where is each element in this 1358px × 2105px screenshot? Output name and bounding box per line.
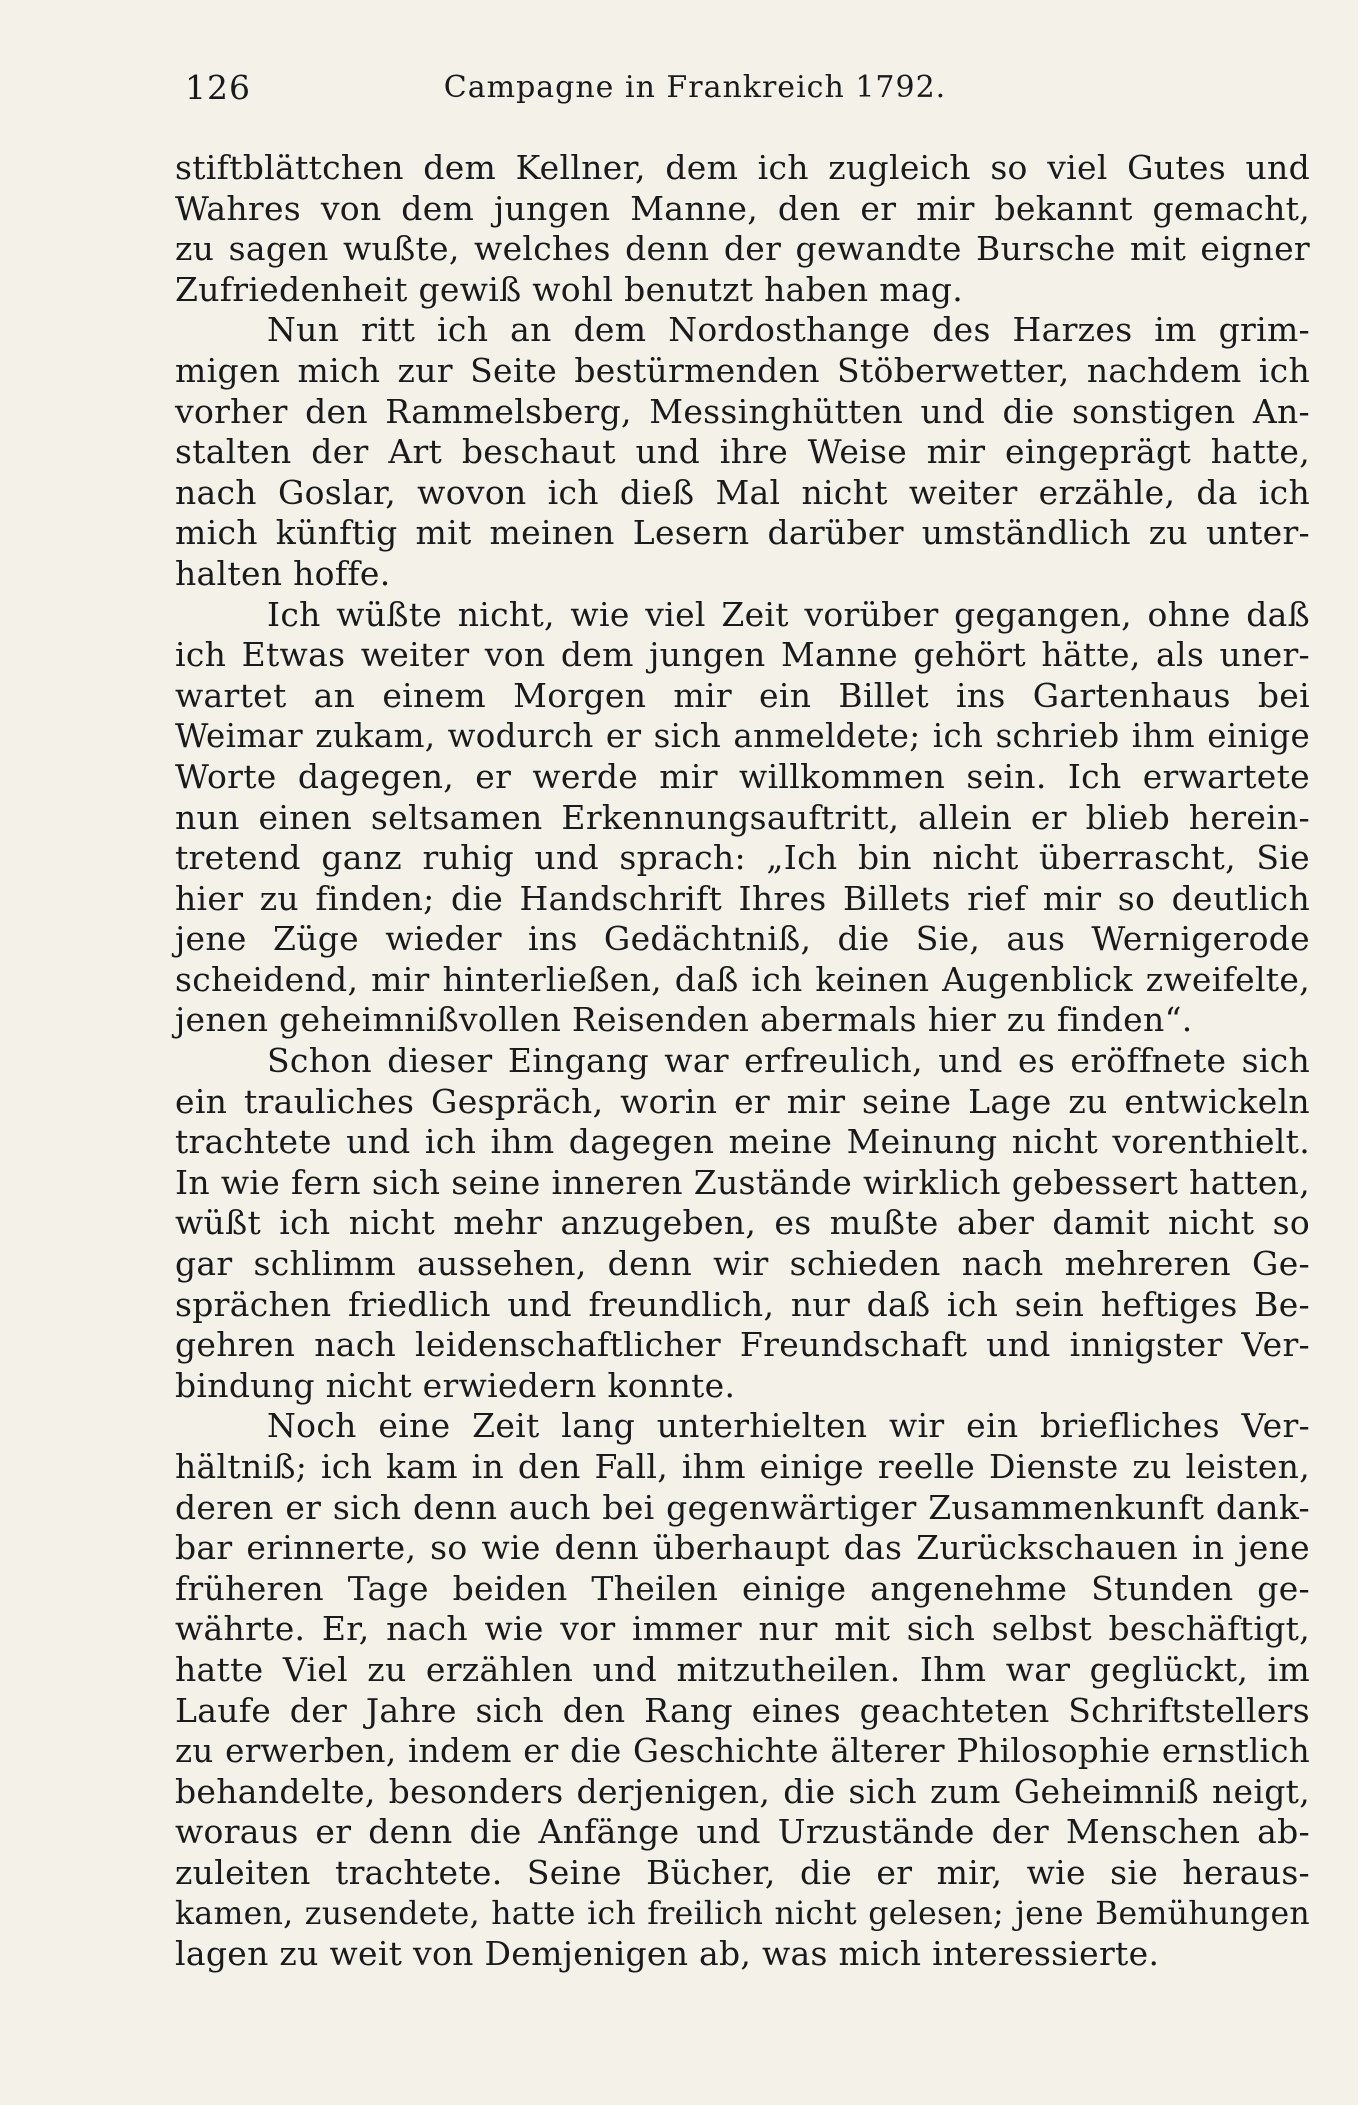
text-line: ich Etwas weiter von dem jungen Manne gehört hätte, als uner- (175, 635, 1310, 675)
text-line: hatte Viel zu erzählen und mitzutheilen. Ihm war geglückt, im (175, 1649, 1310, 1689)
text-line: wartet an einem Morgen mir ein Billet ins Gartenhaus bei (175, 675, 1310, 715)
body-text (175, 148, 1310, 1975)
text-line: Schon dieser Eingang war erfreulich, und es eröffnete sich (267, 1041, 1310, 1081)
text-line: bar erinnerte, so wie denn überhaupt das Zurückschauen in jene (175, 1528, 1310, 1568)
text-line: gehren nach leidenschaftlicher Freundschaft und innigster Ver- (175, 1325, 1310, 1365)
text-line: woraus er denn die Anfänge und Urzustände der Menschen ab- (175, 1812, 1310, 1852)
page-header (185, 62, 1205, 112)
text-line: In wie fern sich seine inneren Zustände wirklich gebessert hatten, (175, 1162, 1310, 1202)
text-line: bindung nicht erwiedern konnte. (175, 1365, 736, 1405)
text-line: lagen zu weit von Demjenigen ab, was mich interessierte. (175, 1934, 1160, 1974)
text-line: Ich wüßte nicht, wie viel Zeit vorüber gegangen, ohne daß (267, 594, 1310, 634)
text-line: sprächen friedlich und freundlich, nur daß ich sein heftiges Be- (175, 1284, 1310, 1324)
text-line: Laufe der Jahre sich den Rang eines geachteten Schriftstellers (175, 1690, 1310, 1730)
text-line: Noch eine Zeit lang unterhielten wir ein briefliches Ver- (267, 1406, 1310, 1446)
text-line: migen mich zur Seite bestürmenden Stöberwetter, nachdem ich (175, 350, 1310, 390)
text-line: nun einen seltsamen Erkennungsauftritt, allein er blieb herein- (175, 797, 1310, 837)
text-line: vorher den Rammelsberg, Messinghütten und die sonstigen An- (175, 391, 1310, 431)
text-line: gar schlimm aussehen, denn wir schieden nach mehreren Ge- (175, 1244, 1310, 1284)
text-line: halten hoffe. (175, 553, 391, 593)
text-line: Wahres von dem jungen Manne, den er mir bekannt gemacht, (175, 188, 1310, 228)
text-line: kamen, zusendete, hatte ich freilich nicht gelesen; jene Bemühungen (175, 1895, 1310, 1932)
text-line: stiftblättchen dem Kellner, dem ich zugleich so viel Gutes und (175, 148, 1310, 187)
text-line: trachtete und ich ihm dagegen meine Meinung nicht vorenthielt. (175, 1122, 1310, 1162)
text-line: stalten der Art beschaut und ihre Weise mir eingeprägt hatte, (175, 432, 1310, 472)
text-line: jene Züge wieder ins Gedächtniß, die Sie, aus Wernigerode (175, 919, 1310, 959)
text-line: hier zu finden; die Handschrift Ihres Billets rief mir so deutlich (175, 878, 1310, 918)
text-line: zu sagen wußte, welches denn der gewandte Bursche mit eigner (175, 229, 1310, 269)
text-line: Nun ritt ich an dem Nordosthange des Harzes im grim- (267, 310, 1310, 350)
text-line: scheidend, mir hinterließen, daß ich keinen Augenblick zweifelte, (175, 959, 1310, 999)
text-line: deren er sich denn auch bei gegenwärtiger Zusammenkunft dank- (175, 1487, 1310, 1527)
text-line: hältniß; ich kam in den Fall, ihm einige reelle Dienste zu leisten, (175, 1447, 1310, 1486)
text-line: nach Goslar, wovon ich dieß Mal nicht weiter erzähle, da ich (175, 472, 1310, 512)
text-line: währte. Er, nach wie vor immer nur mit sich selbst beschäftigt, (175, 1609, 1310, 1649)
text-line: zuleiten trachtete. Seine Bücher, die er mir, wie sie heraus- (175, 1852, 1310, 1892)
text-line: mich künftig mit meinen Lesern darüber umständlich zu unter- (175, 513, 1310, 553)
page-number: 126 (185, 68, 251, 107)
text-line: Zufriedenheit gewiß wohl benutzt haben mag. (175, 269, 964, 309)
text-line: wüßt ich nicht mehr anzugeben, es mußte aber damit nicht so (175, 1203, 1310, 1243)
text-line: tretend ganz ruhig und sprach: „Ich bin nicht überrascht, Sie (175, 838, 1310, 878)
running-title: Campagne in Frankreich 1792. (443, 70, 947, 105)
text-line: behandelte, besonders derjenigen, die sich zum Geheimniß neigt, (175, 1771, 1310, 1811)
text-line: zu erwerben, indem er die Geschichte älterer Philosophie ernstlich (175, 1732, 1310, 1771)
text-line: jenen geheimnißvollen Reisenden abermals hier zu finden“. (175, 1000, 1193, 1040)
text-line: Worte dagegen, er werde mir willkommen sein. Ich erwartete (175, 756, 1310, 796)
text-line: Weimar zukam, wodurch er sich anmeldete; ich schrieb ihm einige (175, 717, 1310, 756)
text-line: früheren Tage beiden Theilen einige angenehme Stunden ge- (175, 1568, 1310, 1608)
text-line: ein trauliches Gespräch, worin er mir seine Lage zu entwickeln (175, 1081, 1310, 1121)
